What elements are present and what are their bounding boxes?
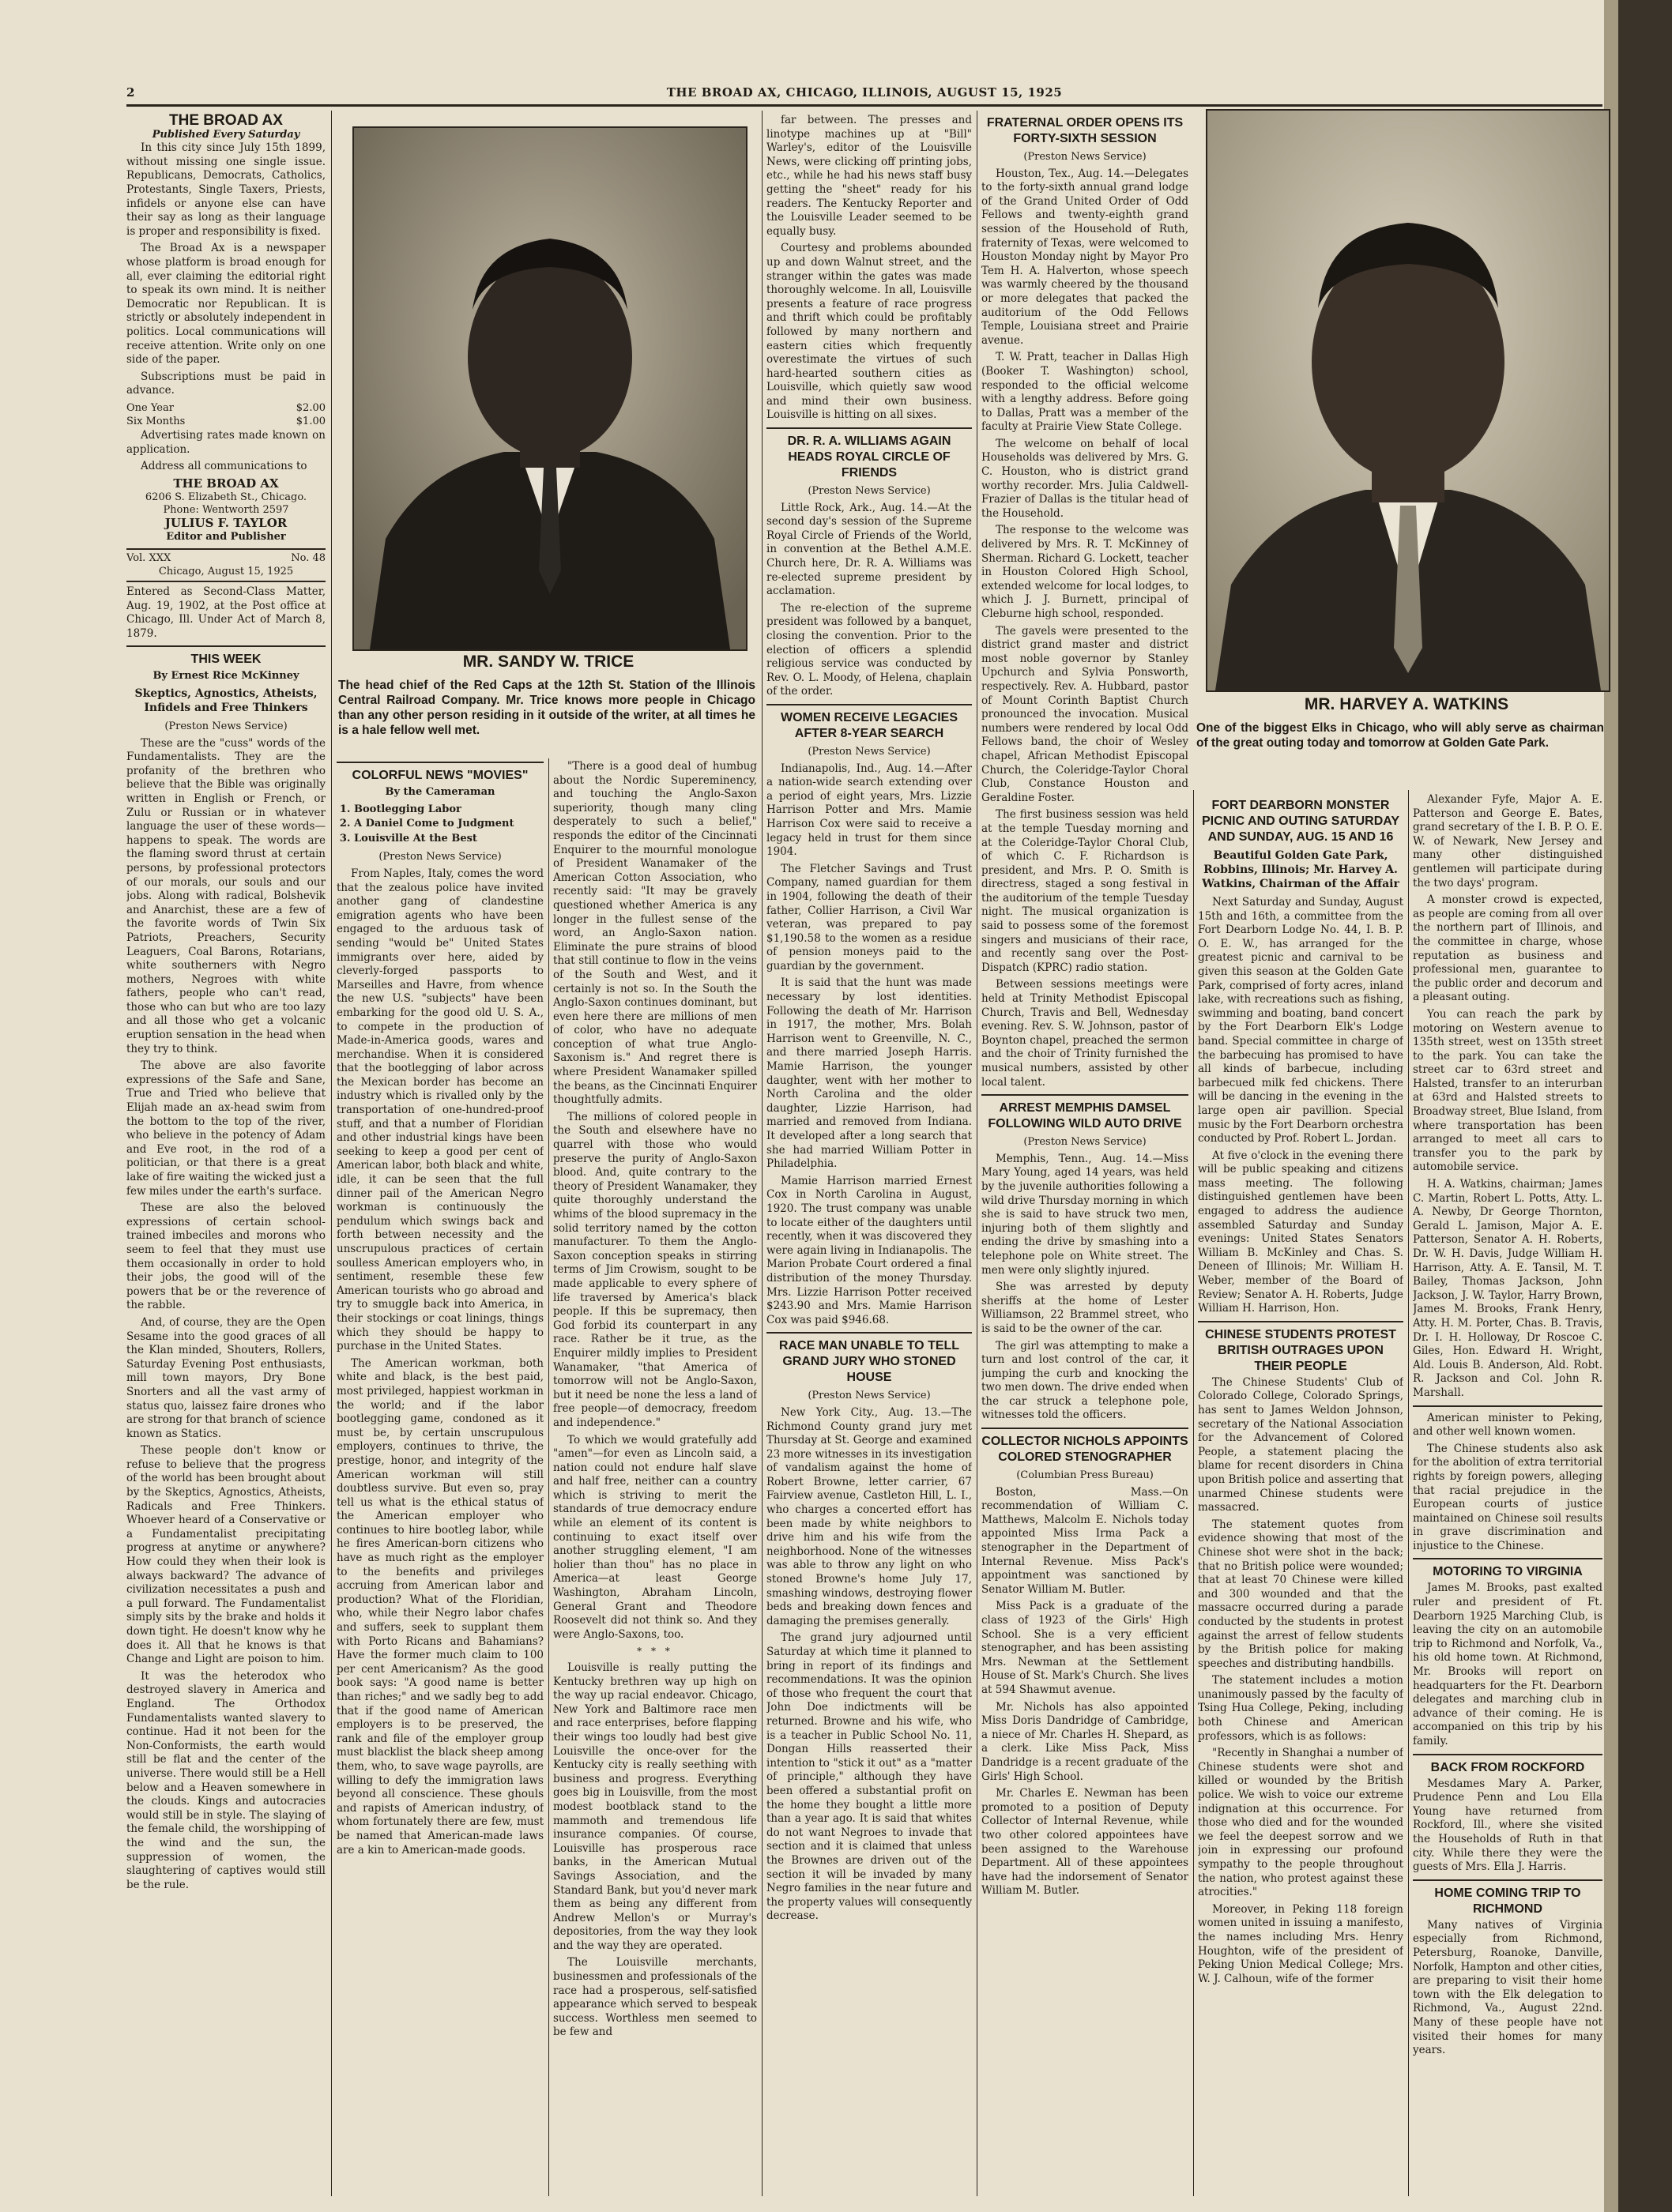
article-paragraph: From Naples, Italy, comes the word that the zealous police have invited another gang of clandestine emigration agents who have been engaged to the arduous task of sending "would be" United States immigrants over here, aided by cleverly-forged passports to Marseilles and Havre, from whence the new U.S. "subjects" have been embarking for the good old U. S. A., to compete in the production of Made-in-America goods, wares and merchandise. When it is considered that the bootlegging of labor across the Mexican border has become an industry which is rivalled only by the transportation of one-hundred-proof stuff, and that a number of Floridian and other industrial kings have been seeking to keep a good per cent of American labor, both black and white, idle, it can be seen that the full dinner pail of the American Negro workman is continuously the pendulum which swings back and forth between necessity and the unscrupulous practices of certain soulless American employers who, in sentiment, resemble these few American tourists who go abroad and try to smuggle back into America, in their stockings or coat linings, things which they should be happy to purchase in the United States. xyxy=(337,867,544,1353)
masthead-box-para: The Broad Ax is a newspaper whose platform is broad enough for all, ever claiming the editorial right to speak its own mind. It is neither Democratic nor Republican. It is strictly or absolutely independent in politics. Local communications will receive attention. Write only on one side of the paper. xyxy=(126,242,326,367)
issue-number: No. 48 xyxy=(291,551,326,564)
article-paragraph: far between. The presses and linotype machines up at "Bill" Warley's, editor of the Louisville News, were clicking off printing jobs, etc., while he had his news staff busy getting the "sheet" ready for his readers. The Kentucky Reporter and the Louisville Leader seemed to be equally busy. xyxy=(766,114,972,238)
article-paragraph: "There is a good deal of humbug about the Nordic Supereminency, and touching the Anglo-Saxon superiority, though many cling desperately to such a belief," responds the editor of the Cincinnati Enquirer to the mournful monologue of President Wanamaker of the American Cotton Association, who recently said: "It may be gravely questioned whether America is any longer in the fullest sense of the word, an Anglo-Saxon nation. Eliminate the pure strains of blood that still continue to flow in the veins of the South and West, and it certainly is not so. In the South the Anglo-Saxon continues dominant, but even here there are millions of men of color, who have no adequate conception of what true Anglo-Saxonism is." And regret there is where President Wanamaker spilled the beans, as the Cincinnati Enquirer thoughtfully admits. xyxy=(553,760,757,1107)
article-paragraph: The first business session was held at the temple Tuesday morning and at the Coleridge-Taylor Choral Club, of which C. F. Richardson is president, and Mrs. P. O. Smith is directress, staged a song festival in the auditorium of the temple Tuesday night. The musical organization is said to possess some of the foremost singers and musicians of their race, and recently sang over the Post-Dispatch (KPRC) radio station. xyxy=(981,808,1188,974)
masthead-address xyxy=(126,477,326,544)
article-paragraph: "Recently in Shanghai a number of Chinese students were shot and killed or wounded by the British police. We wish to voice our extreme indignation at this occurrence. For those who died and for the wounded we feel the deepest sorrow and we join in expressing our profound sympathy to the people throughout the nation, who protest against these atrocities." xyxy=(1198,1747,1403,1899)
subscription-row xyxy=(126,415,326,429)
page-masthead xyxy=(126,85,1602,103)
masthead-box-tagline: Published Every Saturday xyxy=(152,128,300,141)
news-service: (Preston News Service) xyxy=(808,485,931,498)
news-service: (Columbian Press Bureau) xyxy=(1016,1469,1154,1482)
movies-heading: COLORFUL NEWS "MOVIES" xyxy=(352,769,529,782)
trice-photo xyxy=(352,126,748,651)
masthead-box-para: Advertising rates made known on application. xyxy=(126,429,326,456)
article-paragraph: Indianapolis, Ind., Aug. 14.—After a nation-wide search extending over a period of eight years, Mrs. Lizzie Harrison Potter and Mrs. Mamie Harrison Cox were said to receive a legacy held in trust for them since 1904. xyxy=(766,762,972,859)
article-paragraph: Memphis, Tenn., Aug. 14.—Miss Mary Young, aged 14 years, was held by the juvenile authorities following a wild drive Thursday morning in which she is said to have struck two men, injuring both of them slightly and ending the drive by smashing into a telephone pole on White street. The men were only slightly injured. xyxy=(981,1152,1188,1277)
article-paragraph: Mesdames Mary A. Parker, Prudence Penn and Lou Ella Young have returned from Rockford, Ill., where she visited the Households of Ruth in that city. While there they were the guests of Mrs. Ella J. Harris. xyxy=(1413,1777,1602,1874)
article-paragraph: A monster crowd is expected, as people are coming from all over the northern part of Illinois, and the committee in charge, whose reputation as business and professional men, guarantee to the public order and decorum and a pleasant outing. xyxy=(1413,893,1602,1004)
chinese-heading: CHINESE STUDENTS PROTEST BRITISH OUTRAGES UPON THEIR PEOPLE xyxy=(1205,1327,1396,1373)
article-paragraph: Alexander Fyfe, Major A. E. Patterson and George E. Bates, grand secretary of the I. B. P. O. E. W. of Newark, New Jersey and many other distinguished gentlemen will participate during the two days' program. xyxy=(1413,793,1602,890)
article-paragraph: The re-election of the supreme president was followed by a banquet, closing the convention. Prior to the election of officers a splendid religious service was conducted by Rev. O. L. Moody, of Helena, chaplain of the order. xyxy=(766,601,972,698)
article-paragraph: The grand jury adjourned until Saturday at which time it planned to bring in report of its findings and recommendations. It was the opinion of those who frequent the court that John Doe indictments will be returned. Browne and his wife, who is a teacher in Public School No. 11, Dongan Hills reasserted their intention to "stick it out" as a "matter of principle," although they have been offered a substantial profit on the home they bought a little more than a year ago. It is said that whites do not want Negroes to invade that section and it is claimed that unless the Brownes are driven out of the section it will be invaded by many Negro families in the near future and the property values will consequently decrease. xyxy=(766,1631,972,1923)
column-rule xyxy=(1408,790,1409,2196)
women-heading: WOMEN RECEIVE LEGACIES AFTER 8-YEAR SEARCH xyxy=(780,710,958,740)
watkins-name: MR. HARVEY A. WATKINS xyxy=(1304,695,1509,713)
this-week-heading: THIS WEEK xyxy=(190,653,262,667)
news-service: (Preston News Service) xyxy=(164,720,288,732)
article-paragraph: At five o'clock in the evening there will be public speaking and citizens mass meeting. The following distinguished gentlemen have been engaged to address the audience assembled Saturday and Sunday evenings: United States Senators William B. McKinley and Chas. S. Deneen of Illinois; Mr. William H. Weber, member of the Board of Review; Senator A. H. Roberts, Judge William H. Harrison, Hon. xyxy=(1198,1149,1403,1315)
column-rule xyxy=(548,758,549,2196)
article-paragraph: Next Saturday and Sunday, August 15th and 16th, a committee from the Fort Dearborn Lodge No. 44, I. B. P. O. E. W., has arranged for the greatest picnic and carnival to be given this season at the Golden Gate Park, comprised of forty acres, inland lake, with recreations such as fishing, swimming and boating, band concert by the Fort Dearborn Elk's Lodge band. Special committee in charge of the barbecuing has promised to have all kinds of barbecue, including barbecued milk fed chickens. There will be dancing in the evening in the large open air pavillion. Special music by the Fort Dearborn orchestra conducted by Prof. Robert L. Jordan. xyxy=(1198,896,1403,1146)
picnic-heading: FORT DEARBORN MONSTER PICNIC AND OUTING SATURDAY AND SUNDAY, AUG. 15 AND 16 xyxy=(1201,799,1400,844)
article-paragraph: Louisville is really putting the Kentucky brethren way up high on the way up racial endeavor. Chicago, New York and Baltimore race men and race enterprises, before flapping their wings too loudly had best give Louisville the once-over for the Kentucky city is really seething with business and progress. Everything goes big in Louisville, from the most modest bootblack stand to the mammoth and tremendous life insurance companies. Of course, Louisville has prosperous race banks, in the American Mutual Savings Association, and the Standard Bank, but you'd never mark them as being any different from Andrew Mellon's or Murray's depositories, from the way they look and the way they are operated. xyxy=(553,1661,757,1952)
masthead-box-para: Subscriptions must be paid in advance. xyxy=(126,370,326,397)
article-paragraph: Mr. Nichols has also appointed Miss Doris Dandridge of Cambridge, a niece of Mr. Charles H. Shepard, as a clerk. Like Miss Pack, Miss Dandridge is a recent graduate of the Girls' High School. xyxy=(981,1700,1188,1783)
article-paragraph: These people don't know or refuse to believe that the progress of the world has been brought about by the Skeptics, Agnostics, Atheists, Radicals and Free Thinkers. Whoever heard of a Conservative or a Fundamentalist precipitating progress at anytime or anywhere? How could they when their look is always backward? The advance of civilization necessitates a push and a pull forward. The Fundamentalist simply sits by the brake and holds it down tight. He doesn't know why he does it. All that he knows is that Change and Light are poison to him. xyxy=(126,1444,326,1666)
column-4 xyxy=(766,114,972,2191)
article-paragraph: The statement quotes from evidence showing that most of the Chinese shot were shot in the back; that no British police were wounded; that at least 70 Chinese were killed and 300 wounded and that the massacre occurred during a parade conducted by the students in protest against the arrest of fellow students by the British police for making speeches and distributing handbills. xyxy=(1198,1518,1403,1670)
address-street: 6206 S. Elizabeth St., Chicago. xyxy=(145,491,307,503)
column-6 xyxy=(1198,793,1403,2191)
picnic-subhead: Beautiful Golden Gate Park, Robbins, Illinois; Mr. Harvey A. Watkins, Chairman of the Affair xyxy=(1202,849,1399,890)
article-paragraph: Many natives of Virginia especially from Richmond, Petersburg, Roanoke, Danville, Norfolk, Hampton and other cities, are preparing to visit their home town with the Elk delegation to Richmond, Va., August 22nd. Many of these people have not visited their homes for many years. xyxy=(1413,1918,1602,2057)
subscription-row xyxy=(126,401,326,416)
article-paragraph: American minister to Peking, and other well known women. xyxy=(1413,1411,1602,1439)
article-paragraph: The millions of colored people in the South and elsewhere have no quarrel with those who would preserve the purity of Anglo-Saxon blood. And, quite contrary to the theory of President Wanamaker, they quite thoroughly understand the whims of the blood supremacy in the solid territory named by the cotton manufacturer. To them the Anglo-Saxon conception speaks in stirring terms of Jim Crowism, sought to be made applicable to every sphere of life traversed by America's black people. If this be supremacy, then God forbid its counterpart in any race. Rather be it true, as the Enquirer mildly implies to President Wanamaker, "that America of tomorrow will not be Anglo-Saxon, but it need be none the less a land of free people—of democracy, freedom and independence." xyxy=(553,1110,757,1429)
article-paragraph: The gavels were presented to the district grand master and district most noble governor by Stanley Upchurch and Sylvia Ponsworth, respectively. Rev. A. Hubbard, pastor of Mount Corinth Baptist Church pronounced the invocation. Musical numbers were rendered by local Odd Fellows band, the choir of Wesley chapel, African Methodist Episcopal Church, the Coleridge-Taylor Choral Club, Constance Houston and Geraldine Foster. xyxy=(981,624,1188,804)
address-phone: Phone: Wentworth 2597 xyxy=(163,503,289,516)
movies-item: 2. A Daniel Come to Judgment xyxy=(354,817,544,831)
masthead-box-name: THE BROAD AX xyxy=(169,114,283,129)
this-week-subhead: Skeptics, Agnostics, Atheists, Infidels and Free Thinkers xyxy=(134,687,318,714)
news-service: (Preston News Service) xyxy=(808,745,931,758)
column-rule xyxy=(331,111,332,2196)
column-5 xyxy=(981,111,1188,2191)
motoring-heading: MOTORING TO VIRGINIA xyxy=(1433,1565,1583,1579)
watkins-photo xyxy=(1206,109,1610,692)
article-paragraph: To which we would gratefully add "amen"—for even as Lincoln said, a nation could not endure half slave and half free, neither can a country which is striving to merit the standards of true democracy endure while an element of its content is continuing to exact itself over another struggling element, "I am holier than thou" has no place in America—at least George Washington, Abraham Lincoln, General Grant and Theodore Roosevelt did not think so. And they were Anglo-Saxons, too. xyxy=(553,1433,757,1641)
article-paragraph: The American workman, both white and black, is the best paid, most privileged, happiest workman in the world; and if the labor bootlegging game, condoned as it must be, by certain unscrupulous employers, continues to thrive, the prestige, honor, and integrity of the American workman will still doubtless survive. But even so, pray tell us what is the ethical status of the American employer who continues to hire bootleg labor, while he fires American-born citizens who have as much right as the employer to the benefits and privileges accruing from American labor and production? What of the Floridian, who, while their Negro labor chafes and suffers, seek to supplant them with Porto Ricans and Bahamians? Have the former much claim to 100 per cent Americanism? As the good book says: "A good name is better than riches;" and we sadly beg to add that if the good name of American employers is to be preserved, the rank and file of the employer group must blacklist the black sheep among them, who, to save wage payrolls, are willing to defy the immigration laws beyond all conscience. These ghouls and rapists of American industry, of whom fortunately there are few, must be named that American-made laws are a kin to American-made goods. xyxy=(337,1356,544,1856)
watkins-caption: One of the biggest Elks in Chicago, who will ably serve as chairman of the great outing today and tomorrow at Golden Gate Park. xyxy=(1196,721,1604,750)
subscription-price: $1.00 xyxy=(296,416,326,428)
article-paragraph: The above are also favorite expressions of the Safe and Sane, True and Tried who believe that Elijah made an ax-head swim from the bottom to the top of the river, who believe in the potency of Adam and Eve root, in the rod of a politician, or that there is a great lake of fire waiting the wicked just a few miles under the earth's surface. xyxy=(126,1059,326,1198)
article-paragraph: Little Rock, Ark., Aug. 14.—At the second day's session of the Supreme Royal Circle of Friends of the World, in convention at the Bethel A.M.E. Church here, Dr. R. A. Williams was re-elected supreme president by acclamation. xyxy=(766,501,972,598)
article-paragraph: The welcome on behalf of local Households was delivered by Mrs. G. C. Houston, who is district grand worthy recorder. Mrs. Julia Caldwell-Frazier of Dallas is the titular head of the Household. xyxy=(981,437,1188,520)
movies-byline: By the Cameraman xyxy=(385,786,495,798)
arrest-heading: ARREST MEMPHIS DAMSEL FOLLOWING WILD AUTO DRIVE xyxy=(988,1101,1182,1131)
fraternal-heading: FRATERNAL ORDER OPENS ITS FORTY-SIXTH SESSION xyxy=(986,116,1184,145)
column-rule xyxy=(762,111,763,2196)
movies-list xyxy=(354,803,544,846)
article-paragraph: And, of course, they are the Open Sesame into the good graces of all the Klan minded, Shouters, Rollers, Saturday Evening Post enthusiasts, mill town mayors, Dry Bone Snorters and all the vast army of status quo, laissez faire drones who are strong for that branch of science known as Statics. xyxy=(126,1315,326,1440)
article-paragraph: H. A. Watkins, chairman; James C. Martin, Robert L. Potts, Atty. L. A. Newby, Dr George Thornton, Gerald L. Jamison, Major A. E. Patterson, Senator A. H. Roberts, Dr. W. H. Davis, Judge William H. Harrison, Atty. A. E. Tansil, M. T. Bailey, Thomas Jackson, John Jackson, J. W. Taylor, Harry Brown, James M. Brooks, Frank Henry, Atty. H. M. Porter, Chas. B. Travis, Dr. I. H. Holloway, Dr Roscoe C. Giles, Hon. Edward H. Wright, Ald. Louis B. Anderson, Ald. Robt. R. Jackson and Col. John R. Marshall. xyxy=(1413,1178,1602,1399)
column-rule xyxy=(1193,790,1194,2196)
article-paragraph: She was arrested by deputy sheriffs at the home of Lester Williamson, 22 Brammel street, who is said to be the owner of the car. xyxy=(981,1281,1188,1335)
article-paragraph: Moreover, in Peking 118 foreign women united in issuing a manifesto, the names including Mrs. Henry Houghton, wife of the president of Peking Union Medical College; Mrs. W. J. Calhoun, wife of the former xyxy=(1198,1902,1403,1985)
richmond-heading: HOME COMING TRIP TO RICHMOND xyxy=(1434,1886,1581,1916)
movies-item: 1. Bootlegging Labor xyxy=(354,803,544,817)
article-paragraph: It is said that the hunt was made necessary by lost identities. Following the death of Mr. Harrison in 1917, the mother, Mrs. Bolah Harrison went to Greenville, N. C., and there married Joseph Harris. Mamie Harrison, the younger daughter, went with her mother to North Carolina and the older daughter, Lizzie Harrison, had married and removed from Indiana. It developed after a long search that she had married William Potter in Philadelphia. xyxy=(766,976,972,1171)
article-paragraph: The Fletcher Savings and Trust Company, named guardian for them in 1904, following the death of their father, Collier Harrison, a Civil War veteran, was prepared to pay $1,190.58 to the women as a residue of pension moneys paid to the guardian by the government. xyxy=(766,862,972,972)
news-service: (Preston News Service) xyxy=(1023,1136,1147,1149)
entry-notice: Entered as Second-Class Matter, Aug. 19, 1902, at the Post office at Chicago, Ill. Under Act of March 8, 1879. xyxy=(126,585,326,640)
article-paragraph: Boston, Mass.—On recommendation of William C. Matthews, Malcolm E. Nichols today appointed Miss Irma Pack a stenographer in the Department of Internal Revenue. Miss Pack's appointment was sanctioned by Senator William M. Butler. xyxy=(981,1485,1188,1596)
page-number: 2 xyxy=(126,85,135,100)
news-service: (Preston News Service) xyxy=(1023,151,1147,163)
masthead-title: THE BROAD AX, CHICAGO, ILLINOIS, AUGUST 15, 1925 xyxy=(666,85,1063,100)
article-paragraph: Mamie Harrison married Ernest Cox in North Carolina in August, 1920. The trust company was unable to locate either of the daughters until recently, when it was discovered they were again living in Indianapolis. The Marion Probate Court ordered a final distribution of the money Thursday. Mrs. Lizzie Harrison Potter received $243.90 and Mrs. Mamie Harrison Cox was paid $946.68. xyxy=(766,1174,972,1326)
article-paragraph: The girl was attempting to make a turn and lost control of the car, it jumping the curb and knocking the two men down. The drive ended when the car struck a telephone pole, witnesses told the officers. xyxy=(981,1339,1188,1422)
article-paragraph: New York City., Aug. 13.—The Richmond County grand jury met Thursday at St. George and examined 23 more witnesses in its investigation of vandalism against the home of Robert Browne, letter carrier, 67 Fairview avenue, Castleton Hill, L. I., who charges a concerted effort has been made by white neighbors to drive him and his wife from the neighborhood. None of the witnesses was able to throw any light on who stoned Browne's home July 17, smashing windows, destroying flower beds and breaking down fences and damaging the premises generally. xyxy=(766,1405,972,1627)
article-paragraph: T. W. Pratt, teacher in Dallas High (Booker T. Washington) school, responded to the official welcome with a lengthy address. Before going to Dallas, Pratt was a member of the faculty at Prairie View State College. xyxy=(981,351,1188,434)
article-paragraph: You can reach the park by motoring on Western avenue to 135th street, west on 135th street to the park. You can take the street car to 63rd street and Halsted, transfer to an interurban at 63rd and Halsted streets to Broadway street, Blue Island, from where transportation has been arranged to meet all cars to transfer you to the park by automobile service. xyxy=(1413,1007,1602,1174)
masthead-box-para: Address all communications to xyxy=(141,460,307,473)
issue-date: Chicago, August 15, 1925 xyxy=(158,566,294,578)
article-paragraph: The response to the welcome was delivered by Mrs. R. T. McKinney of Sherman. Richard G. Lockett, teacher in Houston Colored High School, extended welcome for local lodges, to which J. J. Burnett, principal of Cleburne high school, responded. xyxy=(981,524,1188,620)
nichols-heading: COLLECTOR NICHOLS APPOINTS COLORED STENOGRAPHER xyxy=(981,1435,1188,1465)
subscription-term: Six Months xyxy=(126,416,186,428)
article-paragraph: Mr. Charles E. Newman has been promoted to a position of Deputy Collector of Internal Revenue, while two other colored appointees have been assigned to the Warehouse Department. All of these appointees have had the indorsement of Senator William M. Butler. xyxy=(981,1787,1188,1898)
trice-name: MR. SANDY W. TRICE xyxy=(462,653,635,671)
article-paragraph: Between sessions meetings were held at Trinity Methodist Episcopal Church, Travis and Bell, Wednesday evening. Rev. S. W. Johnson, pastor of Boynton chapel, preached the sermon and the choir of Trinity furnished the musical numbers, assisted by other local talent. xyxy=(981,978,1188,1089)
column-7 xyxy=(1413,793,1602,2191)
article-paragraph: James M. Brooks, past exalted ruler and president of Ft. Dearborn 1925 Marching Club, is leaving the city on an automobile trip to Richmond and Norfolk, Va., his old home town. At Richmond, Mr. Brooks will report on headquarters for the Ft. Dearborn delegates and marching club in advance of their coming. He is accompanied on this trip by his family. xyxy=(1413,1582,1602,1747)
editor-title: Editor and Publisher xyxy=(166,530,286,543)
news-service: (Preston News Service) xyxy=(378,851,502,863)
volume-row xyxy=(126,551,326,566)
volume-number: Vol. XXX xyxy=(126,551,171,564)
column-3: "There is a good deal of humbug about the Nordic Supereminency, and touching the Anglo-Saxon superiority, though many cling desperately to such a belief," responds the editor of the Cincinnati Enquirer to the mournful monologue of President Wanamaker of the American Cotton Association, who recently said: "It may be gravely questioned whether America is any longer in the fullest sense of the word, an Anglo-Saxon nation. Eliminate the pure strains of blood that still continue to flow in the veins of the South and West, and it certainly is not so. In the South the Anglo-Saxon continues dominant, but even here there are millions of men of color, who have no adequate conception of what true Anglo-Saxonism is." And regret there is where President Wanamaker spilled the beans, as the Cincinnati Enquirer thoughtfully admits. The millions of colored people in the South and elsewhere have no quarrel with those who would preserve the purity of Anglo-Saxon blood. And, quite contrary to the theory of President Wanamaker, they quite thoroughly understand the whims of the blood supremacy in the solid territory named by the cotton manufacturer. To them the Anglo-Saxon conception speaks in stirring terms of Jim Crowism, sought to be made applicable to every sphere of life traversed by America's black people. If this be supremacy, then God forbid its counterpart in any race. Rather be it true, as the Enquirer mildly implies to President Wanamaker, "that America of tomorrow will not be Anglo-Saxon, but it need be none the less a land of free people—of democracy, freedom and independence." To which we would gratefully add "amen"—for even as Lincoln said, a nation could not endure half slave and half free, neither can a country which is striving to merit the standards of true democracy endure while an element of its content is continuing to exact itself over another struggling element, "I am holier than thou" has no place in America—at least George Washington, Abraham Lincoln, General Grant and Theodore Roosevelt did not think so. And they were Anglo-Saxons, too. * * * Louisville is really putting the Kentucky brethren way up high on the way up racial endeavor. Chicago, New York and Baltimore race men and race enterprises, before flapping their wings too loudly had best give Louisville the once-over for the Kentucky city is really seething with business and progress. Everything goes big in Louisville, from the most modest bootblack stand to the mammoth and tremendous life insurance companies. Of course, Louisville has prosperous race banks, in the American Mutual Savings Association, and the Standard Bank, but you'd never mark them as being any different from Andrew Mellon's or Murray's depositories, from the way they look and the way they are operated. The Louisville merchants, businessmen and professionals of the race had a prosperous, self-satisfied appearance which served to bespeak success. Worthless men seemed to be few and xyxy=(553,760,757,2039)
this-week-byline: By Ernest Rice McKinney xyxy=(153,670,299,683)
article-paragraph: The Chinese students also ask for the abolition of extra territorial rights by foreign powers, alleging that racial prejudice in the European courts of justice maintained on Chinese soil results in grave discrimination and injustice to the Chinese. xyxy=(1413,1442,1602,1552)
rockford-heading: BACK FROM ROCKFORD xyxy=(1430,1760,1585,1774)
subscription-price: $2.00 xyxy=(296,401,326,414)
article-paragraph: The Chinese Students' Club of Colorado College, Colorado Springs, has sent to James Weldon Johnson, secretary of the National Association for the Advancement of Colored People, a statement placing the blame for recent disorders in China upon British police and asserting that unarmed Chinese students were massacred. xyxy=(1198,1375,1403,1514)
binding-spine xyxy=(1618,0,1672,2212)
address-name: THE BROAD AX xyxy=(173,476,279,491)
article-paragraph: Miss Pack is a graduate of the class of 1923 of the Girls' High School. She is a very efficient stenographer, and has been assisting Mrs. Newman at the Settlement House of St. Mark's Church. She lives at 594 Shawmut avenue. xyxy=(981,1600,1188,1696)
volume-block xyxy=(126,548,326,579)
article-paragraph: The statement includes a motion unanimously passed by the faculty of Tsing Hua College, Peking, including both Chinese and American professors, which is as follows: xyxy=(1198,1674,1403,1743)
movies-item: 3. Louisville At the Best xyxy=(354,832,544,846)
editor-name: JULIUS F. TAYLOR xyxy=(164,515,288,530)
race-man-heading: RACE MAN UNABLE TO TELL GRAND JURY WHO STONED HOUSE xyxy=(778,1339,960,1385)
trice-caption: The head chief of the Red Caps at the 12th St. Station of the Illinois Central Railroad Company. Mr. Trice knows more people in Chicago than any other person residing in it outside of the writer, at all times he is a hale fellow well met. xyxy=(338,679,755,737)
column-2 xyxy=(337,760,544,2191)
article-paragraph: These are also the beloved expressions of certain school-trained imbeciles and morons who seem to feel that they must use them occasionally in order to hold their jobs, the good will of the powers that be or the reverence of the rabble. xyxy=(126,1202,326,1312)
article-paragraph: The Louisville merchants, businessmen and professionals of the race had a prosperous, self-satisfied appearance which served to bespeak success. Worthless men seemed to be few and xyxy=(553,1956,757,2039)
column-1 xyxy=(126,114,326,2191)
subscription-term: One Year xyxy=(126,401,174,414)
article-paragraph: These are the "cuss" words of the Fundamentalists. They are the profanity of the brethren who believe that the Bible was originally written in English or French, or Zulu or Russian or in whatever language the user of these words—happens to speak. The words are the flaming sword thrust at certain persons, by professional protectors of our morals, our souls and our jobs. Along with radical, Bolshevik and Anarchist, these are a few of the favorite words of Twin Six Patriots, Preachers, Security Leaguers, Coal Barons, Rotarians, white southerners with Negro mothers, Negroes with white fathers, people who can't read, those who can but who are too lazy and all those who get a volcanic eruption sensation in the head when they try to think. xyxy=(126,736,326,1055)
news-service: (Preston News Service) xyxy=(808,1390,931,1402)
article-paragraph: Courtesy and problems abounded up and down Walnut street, and the stranger within the gates was made thoroughly welcome. In all, Louisville presents a feature of race progress and thrift which could be profitably followed by many northern and eastern cities which frequently overestimate the virtues of such hard-hearted southern cities as Louisville, which quietly saw wood and mind their own business. Louisville is hitting on all sixes. xyxy=(766,242,972,422)
masthead-rule xyxy=(126,104,1602,107)
masthead-box-para: In this city since July 15th 1899, without missing one single issue. Republicans, Democrats, Catholics, Protestants, Single Taxers, Priests, infidels or anyone else can have their say as long as their language is proper and responsibility is fixed. xyxy=(126,141,326,238)
williams-heading: DR. R. A. WILLIAMS AGAIN HEADS ROYAL CIRCLE OF FRIENDS xyxy=(787,434,951,480)
article-paragraph: Houston, Tex., Aug. 14.—Delegates to the forty-sixth annual grand lodge of the Grand United Order of Odd Fellows and twenty-eighth grand session of the Household of Ruth, fraternity of Texas, were welcomed to Houston Monday night by Mayor Pro Tem H. A. Halverton, whose speech was warmly cheered by the thousand or more delegates that packed the auditorium of the Odd Fellows Temple, Louisiana street and Prairie avenue. xyxy=(981,167,1188,347)
article-paragraph: It was the heterodox who destroyed slavery in America and England. The Orthodox Fundamentalists wanted slavery to continue. Had it not been for the Non-Conformists, the earth would still be flat and the center of the universe. There would still be a Hell below and a Heaven somewhere in the clouds. Kings and autocracies would still be in style. The slaying of the female child, the worshipping of the wind and the sun, the suppression of women, the slaughtering of captives would still be the rule. xyxy=(126,1669,326,1891)
